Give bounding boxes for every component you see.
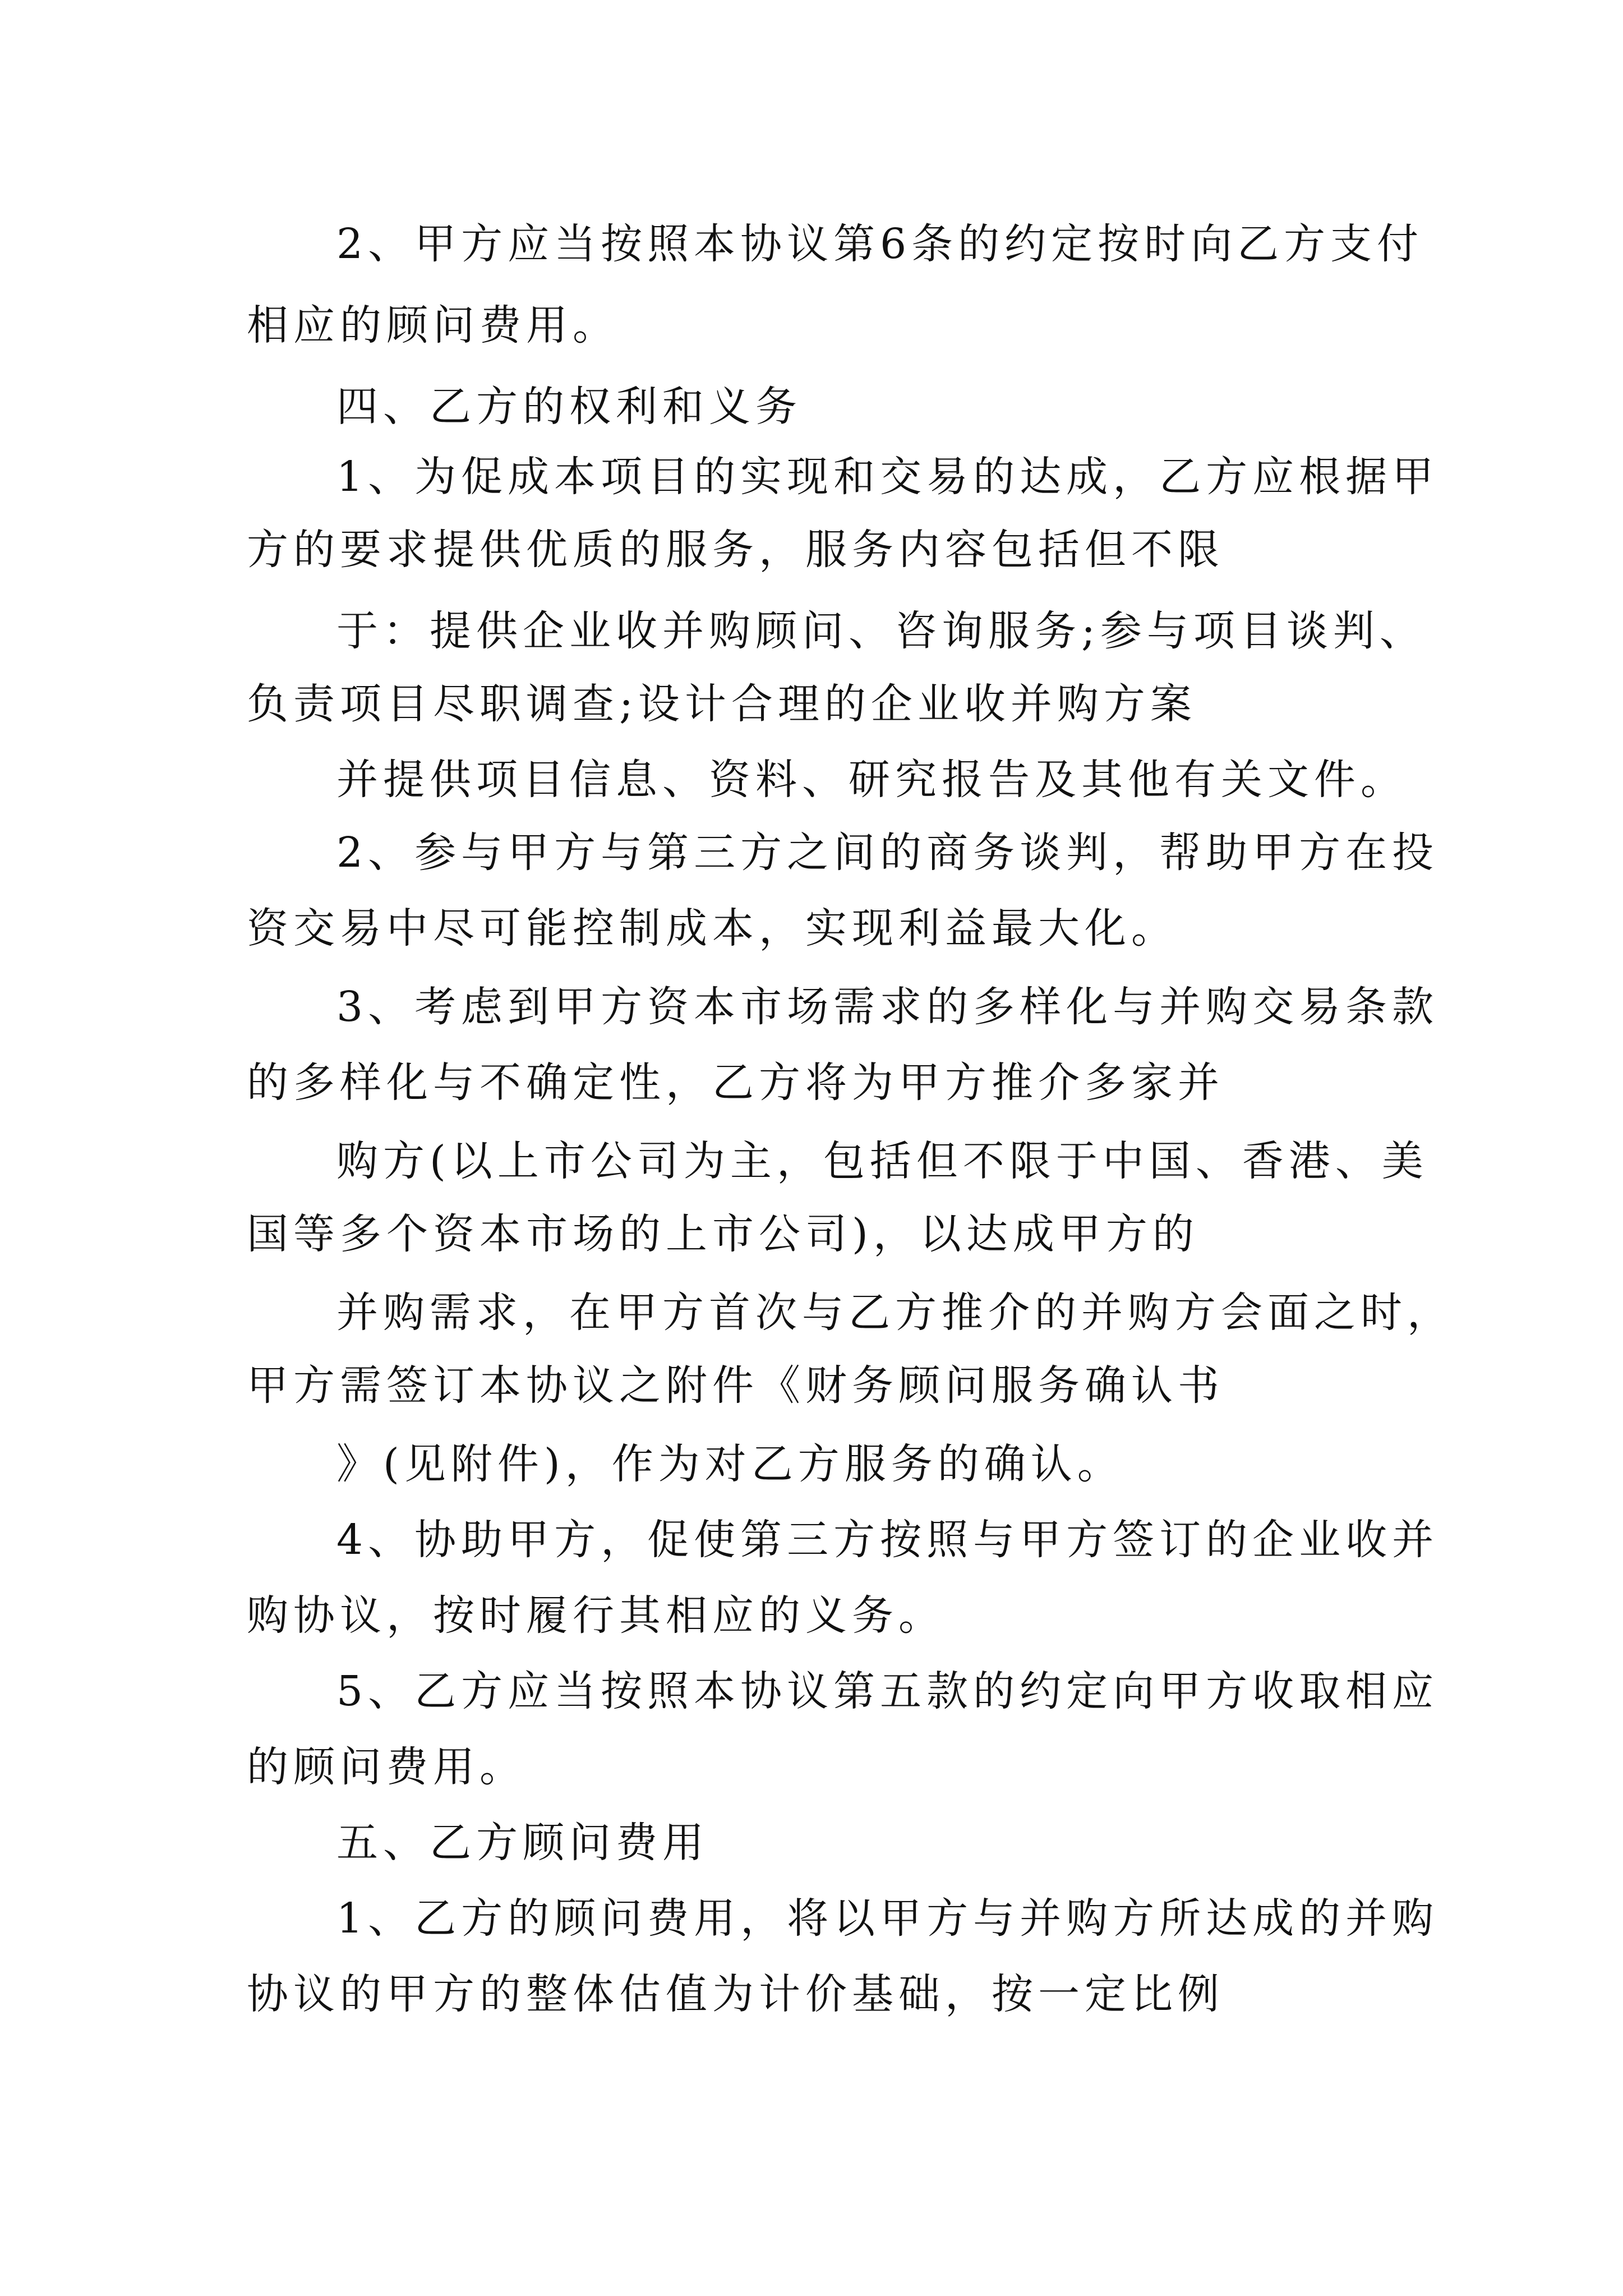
text-line: 》(见附件)，作为对乙方服务的确认。 bbox=[336, 1440, 1124, 1488]
section-heading: 四、乙方的权利和义务 bbox=[336, 383, 802, 431]
text-line: 甲方需签订本协议之附件《财务顾问服务确认书 bbox=[247, 1361, 1224, 1410]
text-line: 4、协助甲方，促使第三方按照与甲方签订的企业收并 bbox=[336, 1516, 1439, 1564]
text-line: 1、乙方的顾问费用，将以甲方与并购方所达成的并购 bbox=[336, 1894, 1439, 1943]
text-line: 2、参与甲方与第三方之间的商务谈判，帮助甲方在投 bbox=[336, 829, 1439, 877]
text-line: 5、乙方应当按照本协议第五款的约定向甲方收取相应 bbox=[336, 1667, 1439, 1715]
text-line: 资交易中尽可能控制成本，实现利益最大化。 bbox=[247, 904, 1178, 953]
text-line: 方的要求提供优质的服务，服务内容包括但不限 bbox=[247, 526, 1224, 574]
text-line: 并购需求，在甲方首次与乙方推介的并购方会面之时， bbox=[336, 1289, 1454, 1337]
text-line: 2、甲方应当按照本协议第6条的约定按时向乙方支付 bbox=[336, 220, 1424, 268]
text-line: 的顾问费用。 bbox=[247, 1743, 526, 1791]
text-line: 相应的顾问费用。 bbox=[247, 301, 619, 349]
text-line: 国等多个资本市场的上市公司)，以达成甲方的 bbox=[247, 1210, 1199, 1258]
text-line: 的多样化与不确定性，乙方将为甲方推介多家并 bbox=[247, 1059, 1224, 1107]
text-line: 1、为促成本项目的实现和交易的达成，乙方应根据甲 bbox=[336, 453, 1439, 501]
text-line: 负责项目尽职调查;设计合理的企业收并购方案 bbox=[247, 680, 1197, 728]
text-line: 并提供项目信息、资料、研究报告及其他有关文件。 bbox=[336, 756, 1407, 804]
text-line: 协议的甲方的整体估值为计价基础，按一定比例 bbox=[247, 1970, 1224, 2018]
text-line: 购协议，按时履行其相应的义务。 bbox=[247, 1591, 945, 1640]
section-heading: 五、乙方顾问费用 bbox=[336, 1819, 709, 1867]
text-line: 购方(以上市公司为主，包括但不限于中国、香港、美 bbox=[336, 1137, 1428, 1185]
text-line: 3、考虑到甲方资本市场需求的多样化与并购交易条款 bbox=[336, 983, 1439, 1031]
text-line: 于：提供企业收并购顾问、咨询服务;参与项目谈判、 bbox=[336, 607, 1426, 655]
